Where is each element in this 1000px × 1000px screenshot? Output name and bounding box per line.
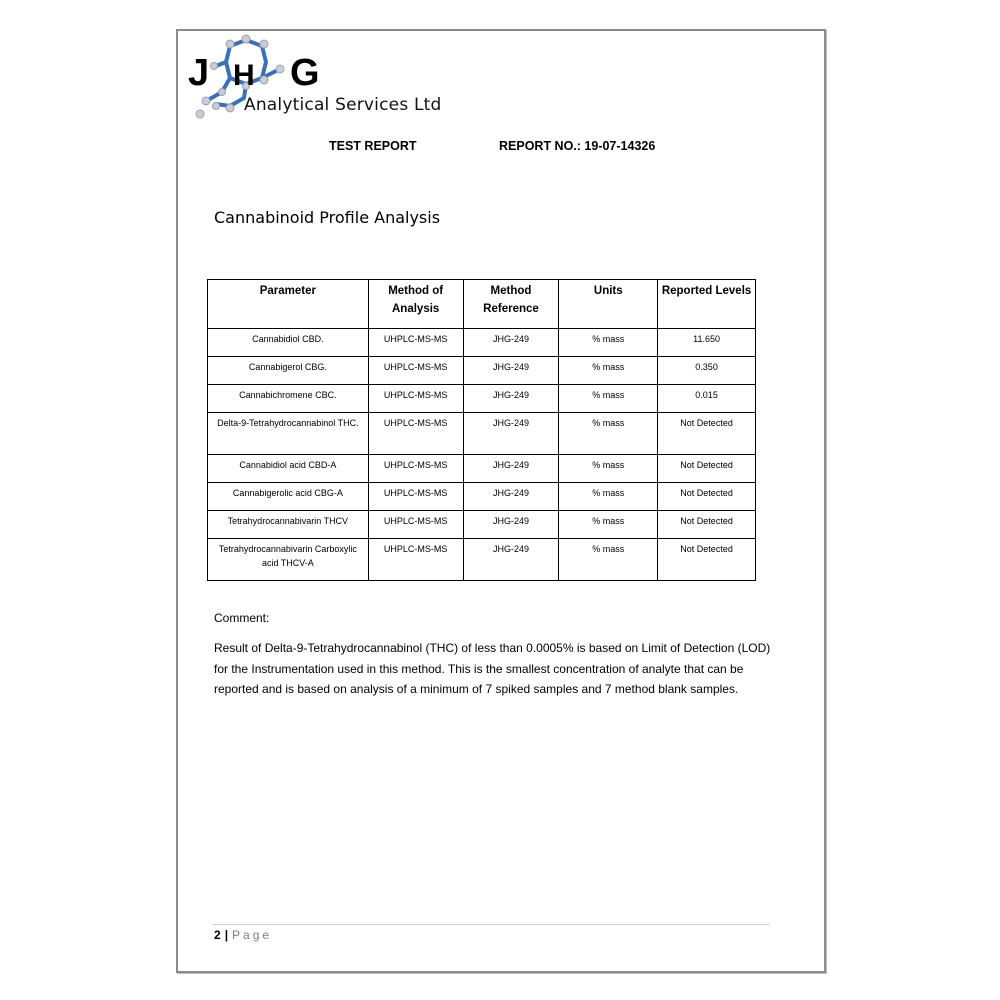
cell-units: % mass <box>559 539 658 581</box>
cell-units: % mass <box>559 483 658 511</box>
test-report-label: TEST REPORT <box>329 139 417 153</box>
table-row <box>208 539 756 581</box>
report-number: REPORT NO.: 19-07-14326 <box>499 139 656 153</box>
cell-level: Not Detected <box>658 539 756 581</box>
cell-units: % mass <box>559 511 658 539</box>
logo-letter-j: J <box>188 52 210 94</box>
table-row <box>208 413 756 455</box>
cell-units: % mass <box>559 455 658 483</box>
cell-units: % mass <box>559 385 658 413</box>
cell-parameter: Cannabidiol acid CBD-A <box>208 455 369 483</box>
cell-level: Not Detected <box>658 483 756 511</box>
cell-level: Not Detected <box>658 455 756 483</box>
table-row <box>208 483 756 511</box>
logo-subtitle: Analytical Services Ltd <box>244 95 442 115</box>
header-reference: Method Reference <box>463 280 559 329</box>
cell-reference: JHG-249 <box>463 357 559 385</box>
cell-reference: JHG-249 <box>463 385 559 413</box>
cell-level: Not Detected <box>658 511 756 539</box>
table-row <box>208 385 756 413</box>
logo-letter-h: H <box>233 59 255 92</box>
cell-parameter: Tetrahydrocannabivarin Carboxylic acid THCV-A <box>208 539 369 581</box>
cell-method: UHPLC-MS-MS <box>368 329 463 357</box>
cell-parameter: Cannabigerolic acid CBG-A <box>208 483 369 511</box>
table-row <box>208 455 756 483</box>
comment-label: Comment: <box>214 611 270 625</box>
cell-level: Not Detected <box>658 413 756 455</box>
page-label: Page <box>232 928 273 942</box>
cell-parameter: Delta-9-Tetrahydrocannabinol THC. <box>208 413 369 455</box>
cell-parameter: Cannabigerol CBG. <box>208 357 369 385</box>
table-header-row <box>208 280 756 329</box>
page-footer <box>214 928 272 942</box>
cell-method: UHPLC-MS-MS <box>368 455 463 483</box>
cell-reference: JHG-249 <box>463 413 559 455</box>
cell-method: UHPLC-MS-MS <box>368 413 463 455</box>
footer-divider <box>212 924 770 925</box>
cell-reference: JHG-249 <box>463 511 559 539</box>
cell-method: UHPLC-MS-MS <box>368 385 463 413</box>
cell-parameter: Tetrahydrocannabivarin THCV <box>208 511 369 539</box>
cell-reference: JHG-249 <box>463 329 559 357</box>
cell-method: UHPLC-MS-MS <box>368 511 463 539</box>
results-table <box>207 279 756 581</box>
table-row <box>208 329 756 357</box>
cell-level: 0.350 <box>658 357 756 385</box>
section-title: Cannabinoid Profile Analysis <box>214 208 441 227</box>
cell-units: % mass <box>559 413 658 455</box>
header-parameter: Parameter <box>208 280 369 329</box>
cell-level: 11.650 <box>658 329 756 357</box>
header-method: Method of Analysis <box>368 280 463 329</box>
table-row <box>208 511 756 539</box>
table-row <box>208 357 756 385</box>
cell-reference: JHG-249 <box>463 539 559 581</box>
cell-units: % mass <box>559 329 658 357</box>
cell-method: UHPLC-MS-MS <box>368 539 463 581</box>
header-units: Units <box>559 280 658 329</box>
comment-text: Result of Delta-9-Tetrahydrocannabinol (THC) of less than 0.0005% is based on Limit of Detection (LOD) for the Instrumentation used in this method. This is the smallest concentration of analyte that can be reported and is based on analysis of a minimum of 7 spiked samples and 7 method blank samples. <box>214 641 771 696</box>
cell-level: 0.015 <box>658 385 756 413</box>
cell-parameter: Cannabidiol CBD. <box>208 329 369 357</box>
cell-parameter: Cannabichromene CBC. <box>208 385 369 413</box>
cell-units: % mass <box>559 357 658 385</box>
cell-reference: JHG-249 <box>463 455 559 483</box>
header-levels: Reported Levels <box>658 280 756 329</box>
cell-method: UHPLC-MS-MS <box>368 483 463 511</box>
footer-separator: | <box>224 928 229 942</box>
page-number: 2 <box>214 928 221 942</box>
logo-letter-g: G <box>290 52 320 94</box>
cell-reference: JHG-249 <box>463 483 559 511</box>
cell-method: UHPLC-MS-MS <box>368 357 463 385</box>
